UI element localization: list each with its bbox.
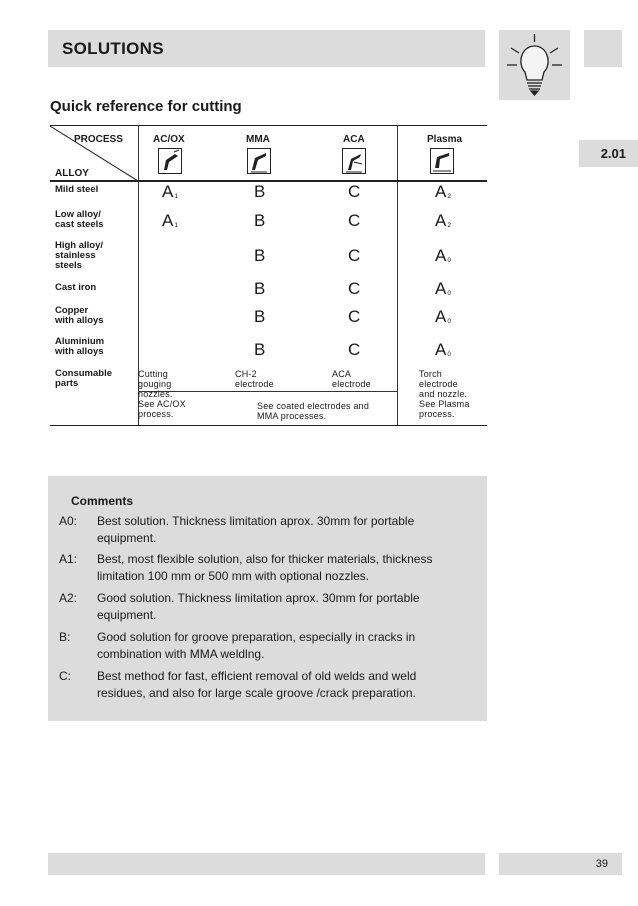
- header-divider: [50, 180, 487, 182]
- column-header-plasma: Plasma: [427, 134, 463, 145]
- plasma-torch-icon: [430, 148, 454, 174]
- footer-bar: [48, 853, 485, 875]
- consumables-note: See coated electrodes and MMA processes.: [257, 401, 370, 421]
- section-number: 2.01: [600, 146, 626, 161]
- comment-text: Good solution. Thickness limitation aprox. 30mm for portable equipment.: [97, 591, 420, 622]
- header-side-tab: [584, 30, 622, 67]
- rating-acox: $A_1$: [162, 211, 178, 230]
- rating-plasma: $A_2$: [435, 182, 451, 201]
- column-header-acox: AC/OX: [153, 134, 185, 145]
- rating-aca: C: [348, 182, 361, 201]
- rating-plasma: $A_0$: [435, 340, 451, 359]
- comments-title: Comments: [71, 494, 134, 508]
- page-title: SOLUTIONS: [62, 39, 164, 58]
- torch-icon: [158, 148, 182, 174]
- comment-text: Good solution for groove preparation, especially in cracks in combination with MMA weldlng.: [97, 630, 416, 661]
- consumables-label: Consumable parts: [55, 368, 113, 389]
- lightbulb-icon-box: [499, 30, 570, 100]
- rating-plasma: $A_0$: [435, 279, 451, 298]
- column-header-mma: MMA: [246, 134, 270, 145]
- comment-key: A2:: [59, 591, 78, 605]
- comment-key: C:: [59, 669, 71, 683]
- comment-key: A1:: [59, 552, 78, 566]
- rating-aca: C: [348, 307, 361, 326]
- comment-key: B:: [59, 630, 71, 644]
- alloy-label: Copper with alloys: [55, 305, 104, 326]
- section-tab: [579, 140, 638, 167]
- cutting-reference-table: [50, 125, 487, 426]
- lightbulb-icon: [499, 30, 570, 100]
- alloy-low-alloy: [55, 210, 104, 230]
- consumables-aca: ACA electrode: [332, 369, 371, 389]
- process-label: PROCESS: [74, 134, 123, 145]
- rating-mma: B: [254, 307, 266, 326]
- rating-plasma: $A_0$: [435, 246, 451, 265]
- alloy-label: High alloy/ stainless steels: [55, 240, 104, 271]
- consumables-acox: Cutting gouging nozzles. See AC/OX process.: [138, 369, 186, 419]
- page-number-box: [499, 853, 622, 875]
- rating-plasma: $A_2$: [435, 211, 451, 230]
- rating-aca: C: [348, 211, 361, 230]
- rating-mma: B: [254, 279, 266, 298]
- alloy-label: Low alloy/ cast steels: [55, 209, 104, 230]
- alloy-cast-iron: [55, 283, 96, 293]
- section-subtitle: Quick reference for cutting: [50, 98, 242, 115]
- rating-mma: B: [254, 182, 266, 201]
- comment-text: Best method for fast, efficient removal of old welds and weld residues, and also for large scale groove /crack preparation.: [97, 669, 417, 700]
- alloy-aluminium: [55, 337, 104, 357]
- carbon-arc-icon: [342, 148, 366, 174]
- rating-plasma: $A_0$: [435, 307, 451, 326]
- comment-text: Best solution. Thickness limitation aprox. 30mm for portable equipment.: [97, 514, 415, 545]
- comment-key: A0:: [59, 514, 78, 528]
- alloy-label: Aluminium with alloys: [55, 336, 105, 357]
- rating-mma: B: [254, 340, 266, 359]
- rating-aca: C: [348, 279, 361, 298]
- rating-mma: B: [254, 211, 266, 230]
- alloy-label: ALLOY: [55, 168, 89, 179]
- alloy-label: Cast iron: [55, 282, 97, 293]
- consumables-mma: CH-2 electrode: [235, 369, 274, 389]
- comment-text: Best, most flexible solution, also for thicker materials, thickness limitation 100 mm or 500 mm with optional nozzles.: [97, 552, 433, 583]
- alloy-label: Mild steel: [55, 184, 99, 195]
- column-divider: [397, 126, 398, 425]
- column-header-aca: ACA: [343, 134, 365, 145]
- rating-mma: B: [254, 246, 266, 265]
- page-number: 39: [595, 858, 608, 870]
- comments-box: [48, 476, 487, 721]
- rating-aca: C: [348, 246, 361, 265]
- alloy-copper: [55, 306, 104, 326]
- rating-aca: C: [348, 340, 361, 359]
- rating-acox: $A_1$: [162, 182, 178, 201]
- alloy-high-alloy: [55, 241, 103, 271]
- consumables-plasma: Torch electrode and nozzle. See Plasma process.: [419, 369, 470, 419]
- electrode-holder-icon: [247, 148, 271, 174]
- header-bar: [48, 30, 485, 67]
- alloy-mild-steel: [55, 185, 98, 195]
